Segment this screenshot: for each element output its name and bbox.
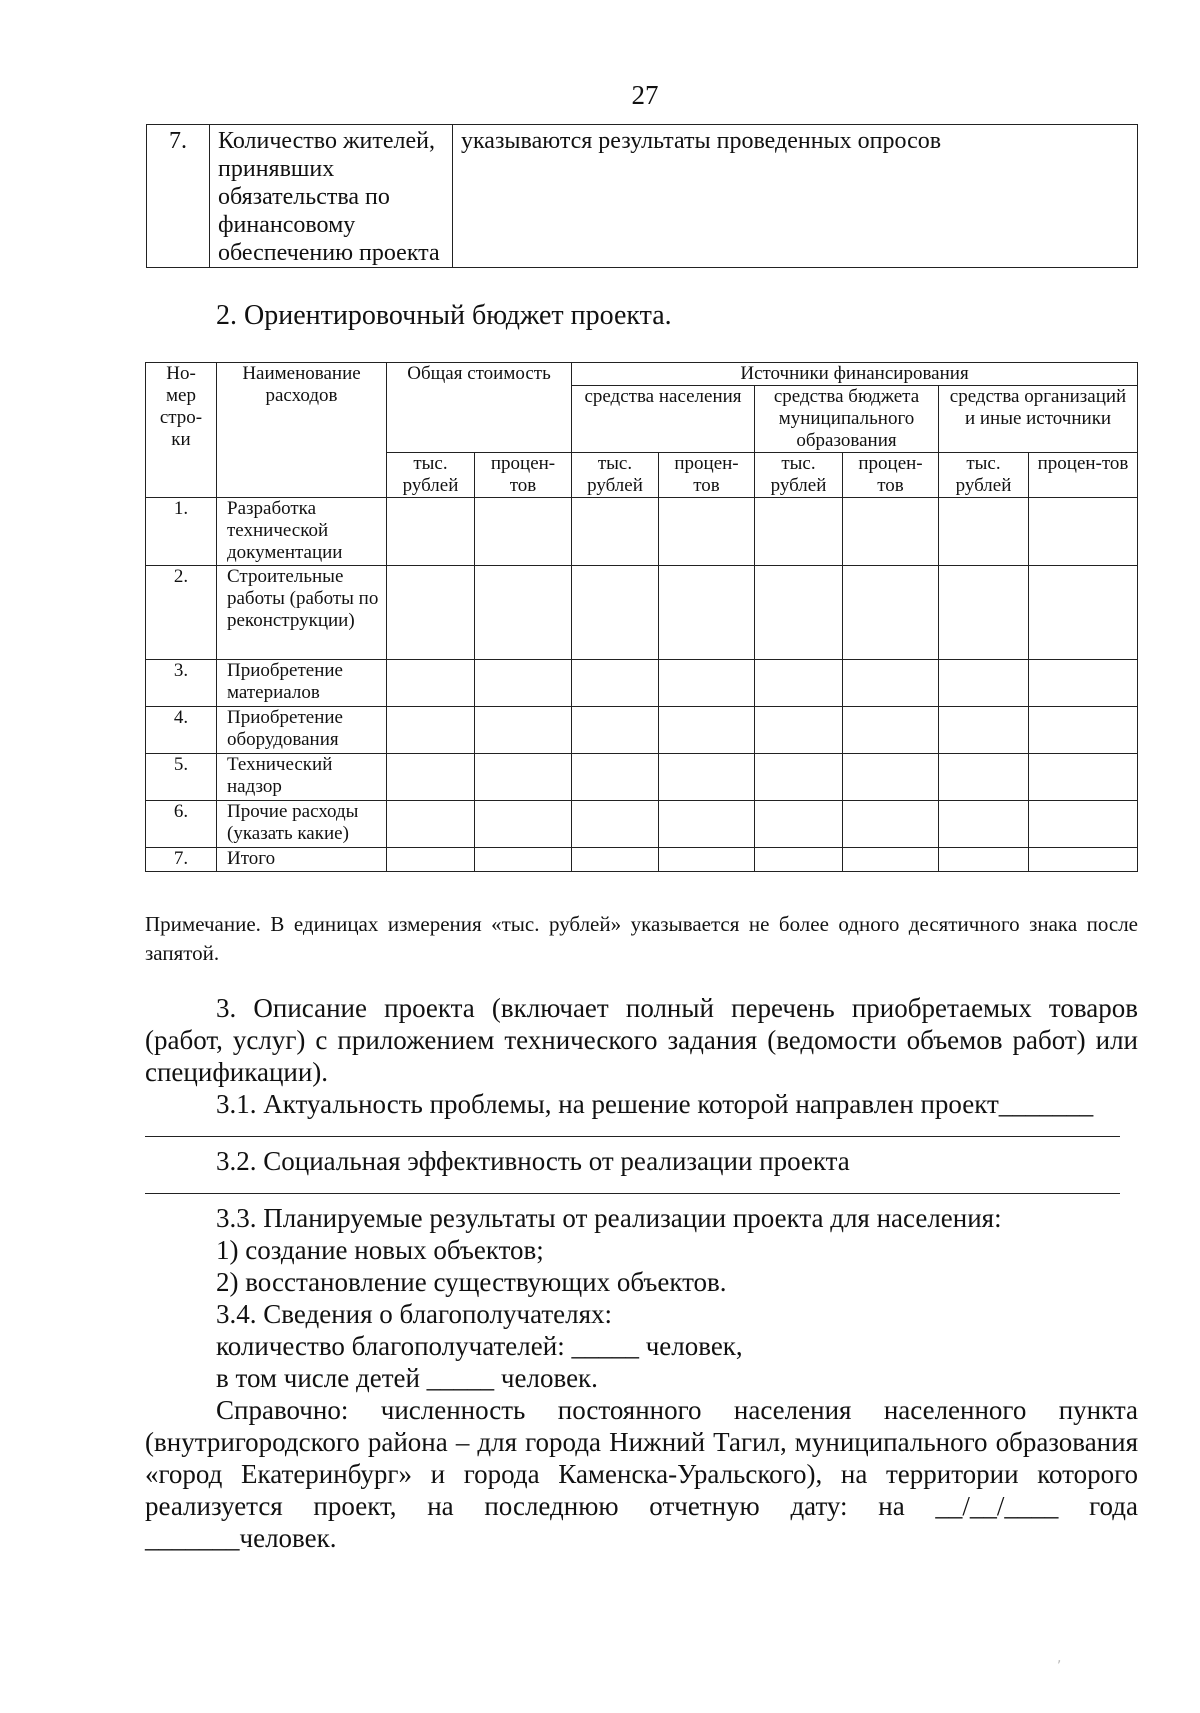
table-row	[146, 848, 1138, 872]
blank-line	[145, 1120, 1120, 1137]
header-organizations: средства организаций и иные источники	[939, 386, 1138, 453]
row-number: 5.	[146, 754, 217, 801]
expense-name: Приобретение оборудования	[217, 707, 387, 754]
table-row	[146, 754, 1138, 801]
scan-mark: ,	[1057, 1650, 1062, 1666]
expense-name: Приобретение материалов	[217, 660, 387, 707]
row-number: 7.	[147, 125, 210, 268]
beneficiaries-count: количество благополучателей: _____ человек,	[216, 1331, 743, 1361]
result-item: 1) создание новых объектов;	[216, 1235, 544, 1265]
table-row	[147, 125, 1138, 268]
table-row	[146, 566, 1138, 660]
section-2-title: 2. Ориентировочный бюджет проекта.	[216, 300, 672, 331]
header-percent: процен-тов	[843, 453, 939, 498]
body-text	[145, 992, 1138, 1554]
row-label: Количество жителей, принявших обязательства по финансовому обеспечению проекта	[210, 125, 453, 268]
children-count: в том числе детей _____ человек.	[216, 1363, 598, 1393]
page-number: 27	[631, 80, 659, 110]
row-number: 1.	[146, 498, 217, 566]
table-note: Примечание. В единицах измерения «тыс. рублей» указывается не более одного десятичного знака после запятой.	[145, 912, 1138, 965]
header-percent: процен-тов	[1029, 453, 1138, 498]
row-number: 3.	[146, 660, 217, 707]
result-item: 2) восстановление существующих объектов.	[216, 1267, 727, 1297]
budget-table	[145, 362, 1138, 872]
header-row	[146, 363, 1138, 386]
reference-paragraph: Справочно: численность постоянного населения населенного пункта (внутригородского района – для города Нижний Тагил, муниципального образования «город Екатеринбург» и города Каменска-Уральского), на территории которого реализуется проект, на последнюю отчетную дату: на __/__/____ года _______человек.	[145, 1395, 1138, 1553]
row-number: 2.	[146, 566, 217, 660]
table-row	[146, 707, 1138, 754]
table-row	[146, 498, 1138, 566]
section-3-description: 3. Описание проекта (включает полный перечень приобретаемых товаров (работ, услуг) с приложением технического задания (ведомости объемов работ) или спецификации).	[145, 993, 1138, 1087]
row-number: 7.	[146, 848, 217, 872]
expense-name: Прочие расходы (указать какие)	[217, 801, 387, 848]
section-3-2: 3.2. Социальная эффективность от реализации проекта	[216, 1146, 850, 1176]
expense-name: Разработка технической документации	[217, 498, 387, 566]
top-table	[146, 124, 1138, 268]
section-3-4: 3.4. Сведения о благополучателях:	[216, 1299, 613, 1329]
header-row-number: Но-мер стро-ки	[146, 363, 217, 498]
header-municipal-budget: средства бюджета муниципального образования	[755, 386, 939, 453]
blank-line	[145, 1177, 1120, 1194]
row-value: указываются результаты проведенных опросов	[453, 125, 1138, 268]
header-percent: процен-тов	[659, 453, 755, 498]
header-thousand-rubles: тыс. рублей	[939, 453, 1029, 498]
header-funding-sources: Источники финансирования	[572, 363, 1138, 386]
header-expense-name: Наименование расходов	[217, 363, 387, 498]
table-row	[146, 660, 1138, 707]
header-thousand-rubles: тыс. рублей	[387, 453, 475, 498]
header-total-cost: Общая стоимость	[387, 363, 572, 453]
header-thousand-rubles: тыс. рублей	[755, 453, 843, 498]
expense-name: Строительные работы (работы по реконструкции)	[217, 566, 387, 660]
header-percent: процен-тов	[475, 453, 572, 498]
header-thousand-rubles: тыс. рублей	[572, 453, 659, 498]
expense-name: Технический надзор	[217, 754, 387, 801]
row-number: 4.	[146, 707, 217, 754]
section-3-3: 3.3. Планируемые результаты от реализации проекта для населения:	[216, 1203, 1002, 1233]
section-3-1: 3.1. Актуальность проблемы, на решение которой направлен проект_______	[216, 1089, 1094, 1119]
row-number: 6.	[146, 801, 217, 848]
header-population-funds: средства населения	[572, 386, 755, 453]
expense-name: Итого	[217, 848, 387, 872]
table-row	[146, 801, 1138, 848]
